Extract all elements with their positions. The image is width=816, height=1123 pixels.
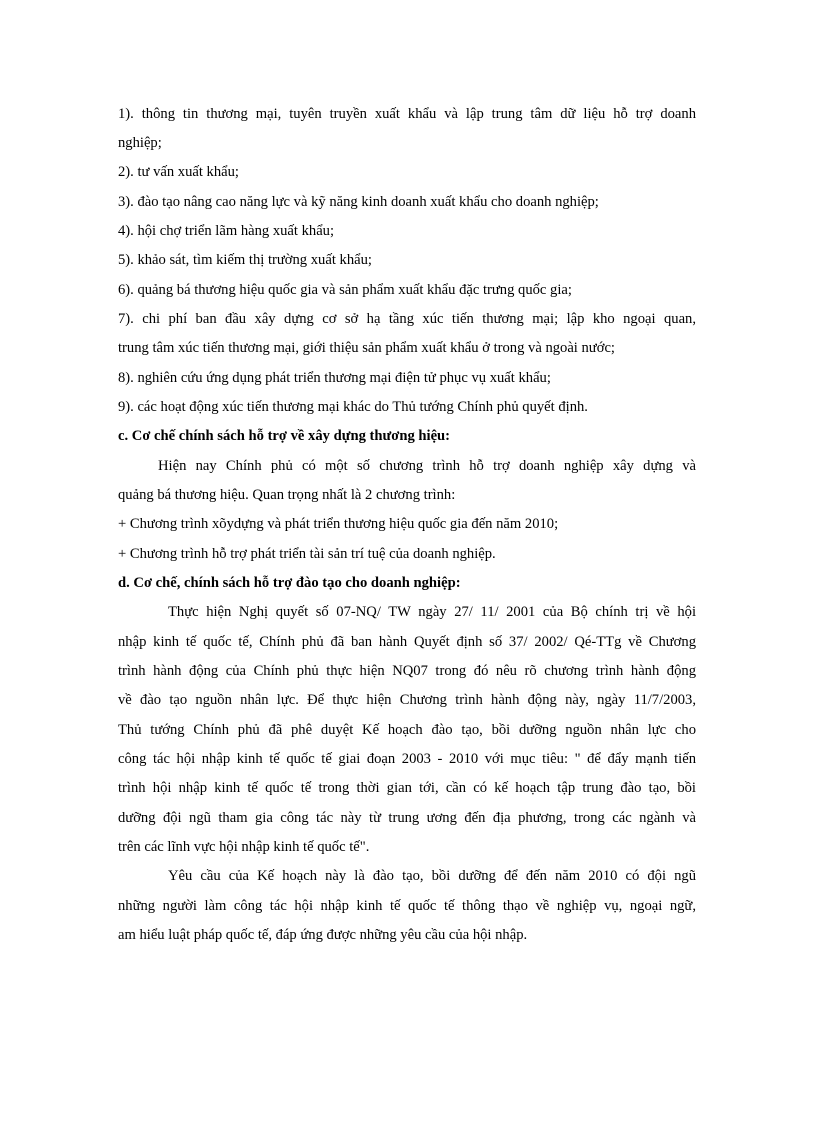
list-item-5: 5). khảo sát, tìm kiếm thị trường xuất khẩu; [118, 252, 372, 268]
list-item-4: 4). hội chợ triển lãm hàng xuất khẩu; [118, 223, 335, 239]
bullet-item-1: + Chương trình xõydựng và phát triển thương hiệu quốc gia đến năm 2010; [118, 516, 559, 532]
section-heading-c: c. Cơ chế chính sách hỗ trợ về xây dựng thương hiệu: [118, 428, 451, 444]
paragraph-d1-line-5: Thủ tướng Chính phủ đã phê duyệt Kế hoạch đào tạo, bồi dưỡng nguồn nhân lực cho [118, 722, 696, 738]
paragraph-d2-line-1: Yêu cầu của Kế hoạch này là đào tạo, bồi dưỡng để đến năm 2010 có đội ngũ [168, 868, 696, 884]
paragraph-d2-line-2: những người làm công tác hội nhập kinh tế quốc tế thông thạo về nghiệp vụ, ngoại ngữ, [118, 898, 696, 914]
list-item-1-continued: nghiệp; [118, 135, 162, 151]
list-item-2: 2). tư vấn xuất khẩu; [118, 164, 239, 180]
paragraph-d1-line-2: nhập kinh tế quốc tế, Chính phủ đã ban hành Quyết định số 37/ 2002/ Qé-TTg về Chương [118, 634, 696, 650]
paragraph-d1-line-1: Thực hiện Nghị quyết số 07-NQ/ TW ngày 27/ 11/ 2001 của Bộ chính trị về hội [168, 604, 696, 620]
list-item-3: 3). đào tạo nâng cao năng lực và kỹ năng kinh doanh xuất khẩu cho doanh nghiệp; [118, 194, 599, 210]
paragraph-c-line-2: quảng bá thương hiệu. Quan trọng nhất là 2 chương trình: [118, 487, 456, 503]
paragraph-d2-line-3: am hiểu luật pháp quốc tế, đáp ứng được những yêu cầu của hội nhập. [118, 927, 528, 943]
list-item-7-continued: trung tâm xúc tiến thương mại, giới thiệu sản phẩm xuất khẩu ở trong và ngoài nước; [118, 340, 615, 356]
paragraph-d1-line-4: về đào tạo nguồn nhân lực. Để thực hiện Chương trình hành động này, ngày 11/7/2003, [118, 692, 696, 708]
paragraph-d1-line-9: trên các lĩnh vực hội nhập kinh tế quốc tế". [118, 839, 370, 855]
bullet-item-2: + Chương trình hỗ trợ phát triển tài sản trí tuệ của doanh nghiệp. [118, 546, 496, 562]
paragraph-d1-line-7: trình hội nhập kinh tế quốc tế trong thời gian tới, cần có kế hoạch tập trung đào tạo, bồi [118, 780, 696, 796]
list-item-6: 6). quảng bá thương hiệu quốc gia và sản phẩm xuất khẩu đặc trưng quốc gia; [118, 282, 572, 298]
list-item-9: 9). các hoạt động xúc tiến thương mại khác do Thủ tướng Chính phủ quyết định. [118, 399, 588, 415]
list-item-8: 8). nghiên cứu ứng dụng phát triển thương mại điện tử phục vụ xuất khẩu; [118, 370, 551, 386]
paragraph-d1-line-6: công tác hội nhập kinh tế quốc tế giai đoạn 2003 - 2010 với mục tiêu: " để đẩy mạnh tiến [118, 751, 696, 767]
list-item-7: 7). chi phí ban đầu xây dựng cơ sở hạ tầng xúc tiến thương mại; lập kho ngoại quan, [118, 311, 696, 327]
paragraph-c-line-1: Hiện nay Chính phủ có một số chương trình hỗ trợ doanh nghiệp xây dựng và [158, 458, 696, 474]
section-heading-d: d. Cơ chế, chính sách hỗ trợ đào tạo cho doanh nghiệp: [118, 575, 461, 591]
paragraph-d1-line-3: trình hành động của Chính phủ thực hiện NQ07 trong đó nêu rõ chương trình hành động [118, 663, 696, 679]
list-item-1: 1). thông tin thương mại, tuyên truyền xuất khẩu và lập trung tâm dữ liệu hỗ trợ doanh [118, 106, 696, 122]
paragraph-d1-line-8: dưỡng đội ngũ tham gia công tác này từ trung ương đến địa phương, trong các ngành và [118, 810, 696, 826]
